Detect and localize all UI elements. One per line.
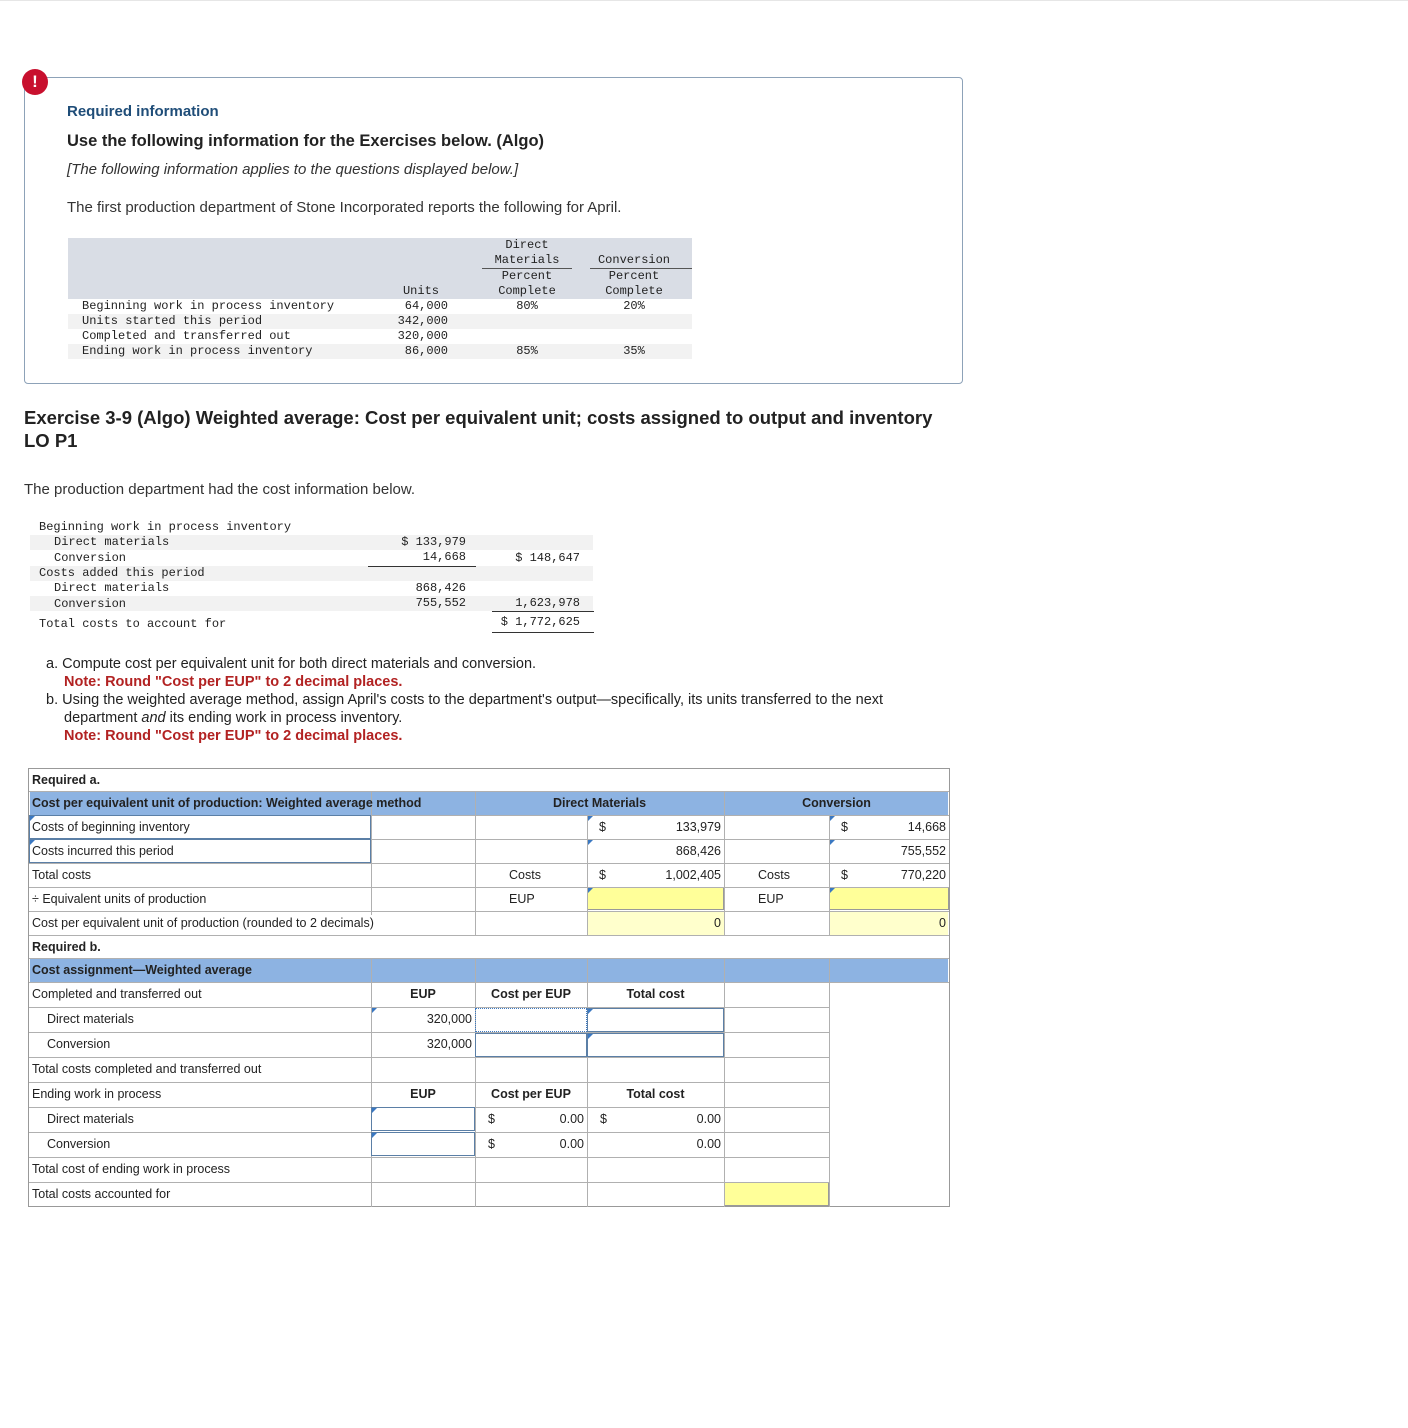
cto-total-label: Total costs completed and transferred out (32, 1062, 262, 1076)
units-row-units: 86,000 (404, 344, 448, 358)
dm-header-1: Direct (505, 238, 549, 252)
instruction-b-note: Note: Round "Cost per EUP" to 2 decimal places. (64, 728, 403, 744)
conv-header-2: Percent (608, 269, 660, 283)
conv-inc-value[interactable]: 755,552 (900, 844, 946, 858)
instruction-a: a. Compute cost per equivalent unit for both direct materials and conversion. (46, 656, 537, 672)
grand-total-value: $ 1,772,625 (500, 615, 580, 629)
ewip-dm-tc: 0.00 (696, 1112, 721, 1126)
ewip-label: Ending work in process (32, 1087, 162, 1101)
dm-header-2: Materials (494, 253, 560, 267)
units-row-dm: 80% (516, 299, 538, 313)
dm-total-dollar: $ (599, 868, 606, 882)
cost-table (30, 520, 600, 635)
conv-eup-input[interactable] (829, 887, 949, 910)
units-row-conv: 20% (623, 299, 645, 313)
row-total-costs: Total costs (32, 868, 92, 882)
row-cost-per-eup: Cost per equivalent unit of production (rounded to 2 decimals) (32, 916, 374, 930)
units-row-units: 320,000 (397, 329, 448, 343)
dm-eup-label: EUP (509, 892, 535, 906)
conv-beg-value[interactable]: 14,668 (907, 820, 946, 834)
bwip-dm-label: Direct materials (54, 535, 170, 549)
added-conv-label: Conversion (54, 597, 127, 611)
bwip-conv-value: 14,668 (422, 550, 466, 564)
units-row-label: Ending work in process inventory (82, 344, 313, 358)
dm-eup-input[interactable] (587, 887, 724, 910)
conv-eup-label: EUP (758, 892, 784, 906)
total-accounted-label: Total costs accounted for (32, 1187, 171, 1201)
conv-total-value: 770,220 (900, 868, 946, 882)
dm-header-3: Percent (501, 269, 553, 283)
ewip-dm-label: Direct materials (47, 1112, 134, 1126)
ewip-conv-cpe: 0.00 (559, 1137, 584, 1151)
row-equivalent-units: ÷ Equivalent units of production (32, 892, 207, 906)
instruction-a-note: Note: Round "Cost per EUP" to 2 decimal places. (64, 674, 403, 690)
cto-dm-cost-per-eup-input[interactable] (475, 1008, 587, 1032)
conv-beg-dollar: $ (841, 820, 848, 834)
ewip-cpe-header: Cost per EUP (491, 1087, 571, 1101)
added-conv-value: 755,552 (415, 596, 466, 610)
cost-info-intro: The production department had the cost information below. (24, 481, 416, 498)
instructions (46, 655, 976, 745)
units-row-units: 64,000 (404, 299, 448, 313)
cto-conv-eup[interactable]: 320,000 (426, 1037, 472, 1051)
cto-conv-total-cost-input[interactable] (587, 1033, 724, 1057)
cto-label: Completed and transferred out (32, 987, 202, 1001)
dm-column-header: Direct Materials (552, 796, 647, 810)
required-b-label: Required b. (32, 940, 101, 954)
ewip-conv-tc: 0.00 (696, 1137, 721, 1151)
dm-beg-value[interactable]: 133,979 (675, 820, 721, 834)
cto-conv-label: Conversion (47, 1037, 111, 1051)
cto-dm-label: Direct materials (47, 1012, 134, 1026)
dm-cpeu-value: 0 (714, 916, 721, 930)
row-beginning-costs: Costs of beginning inventory (32, 820, 190, 834)
conv-column-header: Conversion (802, 796, 871, 810)
dm-inc-value[interactable]: 868,426 (675, 844, 721, 858)
cpeu-title: Cost per equivalent unit of production: Weighted average method (32, 796, 422, 810)
ewip-dm-eup-input[interactable] (371, 1107, 475, 1131)
required-information-title: Required information (67, 103, 219, 120)
cto-cpe-header: Cost per EUP (491, 987, 571, 1001)
ewip-tc-header: Total cost (626, 1087, 685, 1101)
row-incurred-costs: Costs incurred this period (32, 844, 174, 858)
ewip-conv-cpe-dollar: $ (488, 1137, 495, 1151)
worksheet (28, 768, 950, 1207)
exercise-title (24, 406, 984, 452)
alert-icon: ! (22, 69, 48, 95)
cto-conv-cost-per-eup-input[interactable] (475, 1033, 587, 1057)
units-row-label: Beginning work in process inventory (82, 299, 335, 313)
dm-total-value: 1,002,405 (665, 868, 721, 882)
dm-beg-dollar: $ (599, 820, 606, 834)
ewip-dm-cpe: 0.00 (559, 1112, 584, 1126)
cto-dm-total-cost-input[interactable] (587, 1008, 724, 1032)
conv-total-dollar: $ (841, 868, 848, 882)
ewip-eup-header: EUP (410, 1087, 436, 1101)
units-row-conv: 35% (623, 344, 645, 358)
ewip-total-label: Total cost of ending work in process (32, 1162, 231, 1176)
intro-text: The first production department of Stone Incorporated reports the following for April. (67, 199, 622, 216)
added-dm-value: 868,426 (415, 581, 466, 595)
added-dm-label: Direct materials (54, 581, 170, 595)
use-information-heading: Use the following information for the Exercises below. (Algo) (67, 132, 545, 150)
instruction-b-line2: department and its ending work in process inventory. (64, 710, 403, 726)
exercise-title-line1: Exercise 3-9 (Algo) Weighted average: Cost per equivalent unit; costs assigned to output and inventory (24, 407, 933, 428)
cto-tc-header: Total cost (626, 987, 685, 1001)
conv-costs-label: Costs (758, 868, 790, 882)
cto-dm-eup[interactable]: 320,000 (426, 1012, 472, 1026)
dm-header-4: Complete (498, 284, 556, 298)
bwip-dm-value: $ 133,979 (401, 535, 466, 549)
bwip-label: Beginning work in process inventory (39, 520, 292, 534)
ewip-conv-label: Conversion (47, 1137, 111, 1151)
bwip-conv-label: Conversion (54, 551, 127, 565)
units-row-label: Units started this period (82, 314, 263, 328)
conv-header-3: Complete (605, 284, 663, 298)
conv-cpeu-value: 0 (939, 916, 946, 930)
total-costs-label: Total costs to account for (39, 617, 227, 631)
dm-costs-label: Costs (509, 868, 541, 882)
units-row-dm: 85% (516, 344, 538, 358)
ewip-dm-tc-dollar: $ (600, 1112, 607, 1126)
bwip-total-value: $ 148,647 (515, 551, 580, 565)
units-row-label: Completed and transferred out (82, 329, 291, 343)
cto-eup-header: EUP (410, 987, 436, 1001)
instruction-b: b. Using the weighted average method, assign April's costs to the department's output—specifically, its units transferred to the next (46, 692, 884, 708)
exercise-title-line2: LO P1 (24, 430, 78, 451)
ewip-dm-cpe-dollar: $ (488, 1112, 495, 1126)
units-header: Units (402, 284, 439, 298)
required-a-label: Required a. (32, 773, 101, 787)
conv-header-1: Conversion (597, 253, 670, 267)
total-costs-accounted-input[interactable] (724, 1182, 829, 1206)
units-row-units: 342,000 (397, 314, 448, 328)
cost-assignment-title: Cost assignment—Weighted average (32, 963, 252, 977)
applies-note: [The following information applies to the questions displayed below.] (67, 161, 519, 178)
added-label: Costs added this period (39, 566, 205, 580)
added-total-value: 1,623,978 (515, 596, 580, 610)
ewip-conv-eup-input[interactable] (371, 1132, 475, 1156)
